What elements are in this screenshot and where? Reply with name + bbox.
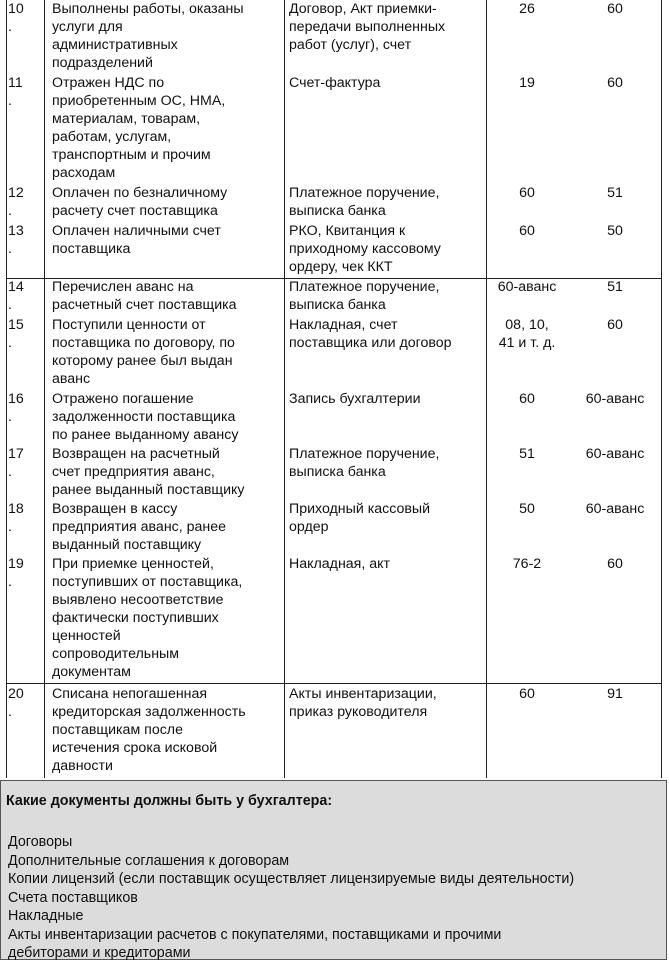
list-item: Договоры bbox=[8, 834, 73, 850]
row-divider bbox=[6, 683, 661, 684]
credit-account: 50 bbox=[607, 223, 623, 239]
primary-document: Накладная, счет поставщика или договор bbox=[289, 317, 452, 351]
primary-document: Запись бухгалтерии bbox=[289, 391, 421, 407]
list-item: Счета поставщиков bbox=[8, 889, 138, 906]
list-item: Дополнительные соглашения к договорам bbox=[8, 852, 290, 869]
primary-document: Платежное поручение, выписка банка bbox=[289, 446, 440, 480]
debit-account: 60 bbox=[519, 391, 535, 407]
operation-description: Отражен НДС по приобретенным ОС, НМА, материалам, товарам, работам, услугам, транспортным и прочим расходам bbox=[52, 75, 226, 181]
primary-document: Договор, Акт приемки- передачи выполненных работ (услуг), счет bbox=[289, 1, 446, 53]
debit-account: 51 bbox=[519, 446, 535, 462]
credit-account: 51 bbox=[607, 185, 623, 201]
credit-account: 51 bbox=[607, 279, 623, 295]
operation-description: При приемке ценностей, поступивших от поставщика, выявлено несоответствие фактически поступивших ценностей сопроводительным документам bbox=[52, 556, 243, 680]
row-number: 11 . bbox=[8, 75, 23, 109]
operation-description: Поступили ценности от поставщика по договору, по которому ранее был выдан аванс bbox=[52, 317, 235, 387]
credit-account: 60 bbox=[607, 317, 623, 333]
debit-account: 60-аванс bbox=[497, 279, 557, 295]
row-number: 10 . bbox=[8, 1, 24, 35]
debit-account: 60 bbox=[519, 686, 535, 702]
column-divider bbox=[284, 0, 285, 778]
operation-description: Возвращен на расчетный счет предприятия аванс, ранее выданный поставщику bbox=[52, 446, 245, 498]
debit-account: 19 bbox=[519, 75, 535, 91]
credit-account: 60-аванс bbox=[585, 391, 645, 407]
operation-description: Отражено погашение задолженности поставщика по ранее выданному авансу bbox=[52, 391, 239, 443]
operation-description: Оплачен наличными счет поставщика bbox=[52, 223, 221, 257]
operation-description: Выполнены работы, оказаны услуги для административных подразделений bbox=[52, 1, 244, 71]
primary-document: Платежное поручение, выписка банка bbox=[289, 185, 440, 219]
panel-title: Какие документы должны быть у бухгалтера: bbox=[6, 793, 333, 809]
operation-description: Оплачен по безналичному расчету счет поставщика bbox=[52, 185, 228, 219]
debit-account: 76-2 bbox=[512, 556, 542, 572]
row-number: 12 . bbox=[8, 185, 24, 219]
operation-description: Возвращен в кассу предприятия аванс, ранее выданный поставщику bbox=[52, 501, 227, 553]
operation-description: Перечислен аванс на расчетный счет поставщика bbox=[52, 279, 237, 313]
primary-document: Счет-фактура bbox=[289, 75, 381, 91]
primary-document: Платежное поручение, выписка банка bbox=[289, 279, 440, 313]
table-border-left bbox=[6, 0, 7, 778]
primary-document: Накладная, акт bbox=[289, 556, 390, 572]
operation-description: Списана непогашенная кредиторская задолженность поставщикам после истечения срока исковой давности bbox=[52, 686, 246, 774]
list-item: Копии лицензий (если поставщик осуществляет лицензируемые виды деятельности) bbox=[8, 871, 575, 887]
debit-account: 26 bbox=[519, 1, 535, 17]
credit-account: 60 bbox=[607, 556, 623, 572]
credit-account: 60-аванс bbox=[585, 501, 645, 517]
column-divider bbox=[44, 0, 45, 778]
table-border-right bbox=[661, 0, 662, 778]
row-number: 19 . bbox=[8, 556, 24, 590]
debit-account: 50 bbox=[519, 501, 535, 517]
row-number: 16 . bbox=[8, 391, 24, 425]
row-number: 15 . bbox=[8, 317, 24, 351]
primary-document: РКО, Квитанция к приходному кассовому ордеру, чек ККТ bbox=[289, 223, 441, 275]
row-number: 18 . bbox=[8, 501, 24, 535]
documents-list bbox=[8, 833, 574, 963]
row-number: 17 . bbox=[8, 446, 24, 480]
credit-account: 60-аванс bbox=[585, 446, 645, 462]
list-item: Акты инвентаризации расчетов с покупателями, поставщиками и прочими дебиторами и кредиторами bbox=[8, 926, 502, 961]
row-number: 20 . bbox=[8, 686, 24, 720]
row-number: 13 . bbox=[8, 223, 24, 257]
column-divider bbox=[486, 0, 487, 778]
list-item: Накладные bbox=[8, 908, 84, 924]
credit-account: 91 bbox=[607, 686, 623, 702]
credit-account: 60 bbox=[607, 1, 623, 17]
debit-account: 60 bbox=[519, 185, 535, 201]
required-documents-panel bbox=[0, 780, 667, 960]
row-number: 14 . bbox=[8, 279, 24, 313]
debit-account: 60 bbox=[519, 223, 535, 239]
credit-account: 60 bbox=[607, 75, 623, 91]
debit-account: 08, 10, 41 и т. д. bbox=[498, 317, 556, 351]
primary-document: Приходный кассовый ордер bbox=[289, 501, 431, 535]
primary-document: Акты инвентаризации, приказ руководителя bbox=[289, 686, 437, 720]
